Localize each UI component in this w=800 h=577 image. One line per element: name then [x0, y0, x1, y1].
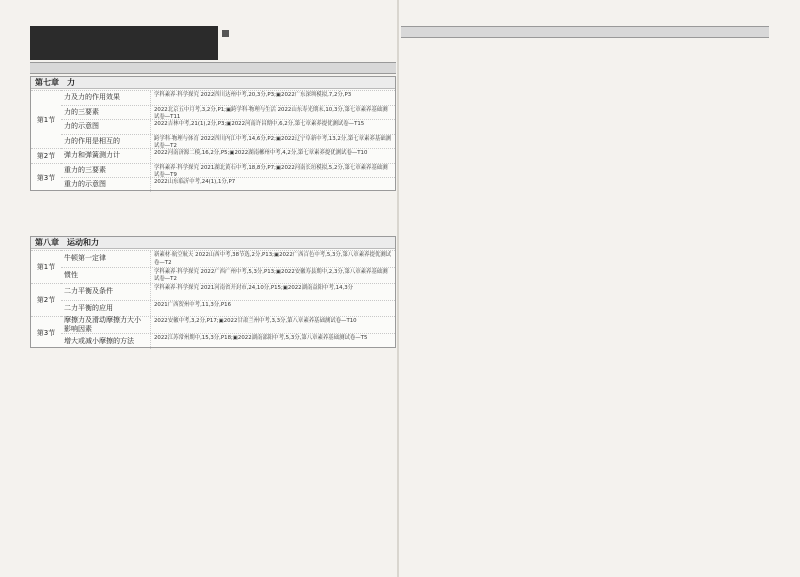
chapter-title: 第八章 运动和力	[31, 237, 395, 249]
question-refs: 新素材·航空航天 2022山西中考,38节选,2分,P13;▣2022广西百色中考,5,3分,第八章素养提优测试卷—T2	[154, 252, 392, 266]
knowledge-point: 重力的三要素	[61, 164, 151, 178]
knowledge-point: 力及力的作用效果	[61, 91, 151, 105]
index-row	[61, 267, 395, 284]
question-refs: 2021广西贺州中考,11,3分,P16	[154, 301, 231, 308]
knowledge-point: 弹力和弹簧测力计	[61, 149, 151, 163]
knowledge-point: 牛顿第一定律	[61, 251, 151, 267]
left-table-header	[30, 62, 396, 74]
knowledge-point: 增大或减小摩擦的方法	[61, 334, 151, 350]
question-refs: 2022河南济源二模,16,2分,P5;▣2022湖南郴州中考,4,2分,第七章素养提优测试卷—T10	[154, 150, 368, 156]
question-refs: 学科素养·科学探究 2022广西广州中考,5,3分,P13;▣2022安徽寿县期中,2,3分,第八章素养基础测试卷—T2	[154, 268, 388, 282]
banner-title	[30, 26, 218, 60]
section-label: 第3节	[31, 316, 61, 349]
index-row	[61, 163, 395, 178]
question-refs: 2022吉林中考,21(1),2分,P3;▣2022河南许昌期中,6,2分,第七章素养提优测试卷—T15	[154, 121, 365, 127]
question-refs: 跨学科·物理与体育 2022四川内江中考,14,6分,P2;▣2022辽宁阜新中考,13,2分,第七章素养基础测试卷—T2	[154, 135, 392, 148]
question-refs: 学科素养·科学探究 2021湖北黄石中考,18,8分,P7;▣2022河南长垣模拟,5,2分,第七章素养基础测试卷—T9	[154, 164, 388, 177]
book-tag-icon	[222, 30, 229, 37]
question-refs: 2022山东临沂中考,24(1),1分,P7	[154, 179, 236, 185]
index-row	[61, 283, 395, 300]
index-row	[61, 250, 395, 267]
knowledge-point: 摩擦力及滑动摩擦力大小影响因素	[61, 317, 151, 333]
section-label: 第3节	[31, 163, 61, 192]
question-refs: 2022北京五中月考,3,2分,P1;▣跨学科·物理与生活 2022山东寿光期末,10,3分,第七章素养基础测试卷—T11	[154, 106, 388, 119]
section-label: 第1节	[31, 250, 61, 283]
chapter-block	[30, 76, 396, 191]
chapter-block	[30, 236, 396, 348]
knowledge-point: 重力的示意图	[61, 178, 151, 192]
question-refs: 2022安徽中考,3,2分,P17;▣2022甘肃兰州中考,3,3分,第八章素养基础测试卷—T10	[154, 318, 357, 324]
knowledge-point: 力的示意图	[61, 120, 151, 134]
section-label: 第2节	[31, 283, 61, 316]
index-row	[61, 119, 395, 134]
knowledge-point: 二力平衡的应用	[61, 301, 151, 317]
index-row	[61, 105, 395, 120]
knowledge-point: 力的三要素	[61, 106, 151, 120]
section-label: 第2节	[31, 148, 61, 163]
question-refs: 学科素养·科学探究 2021河南省开封市,24,10分,P15;▣2022湖南益阳中考,14,3分	[154, 285, 354, 291]
question-refs: 学科素养·科学探究 2022四川达州中考,20,3分,P3;▣2022广东深圳模拟,7,2分,P3	[154, 92, 352, 98]
index-row	[61, 134, 395, 149]
index-row	[61, 177, 395, 192]
index-row	[61, 316, 395, 333]
knowledge-point: 力的作用是相互的	[61, 135, 151, 149]
chapter-title: 第七章 力	[31, 77, 395, 89]
page-fold	[397, 0, 399, 577]
index-row	[61, 300, 395, 317]
banner-note	[222, 28, 402, 39]
question-refs: 2022江苏常州期中,15,3分,P18;▣2022湖南邵阳中考,5,3分,第八章素养基础测试卷—T5	[154, 334, 368, 341]
knowledge-point: 惯性	[61, 268, 151, 284]
index-row	[61, 333, 395, 350]
index-row	[61, 90, 395, 105]
index-row	[61, 148, 395, 163]
right-table-header	[401, 26, 769, 38]
knowledge-point: 二力平衡及条件	[61, 284, 151, 300]
section-label: 第1节	[31, 90, 61, 148]
